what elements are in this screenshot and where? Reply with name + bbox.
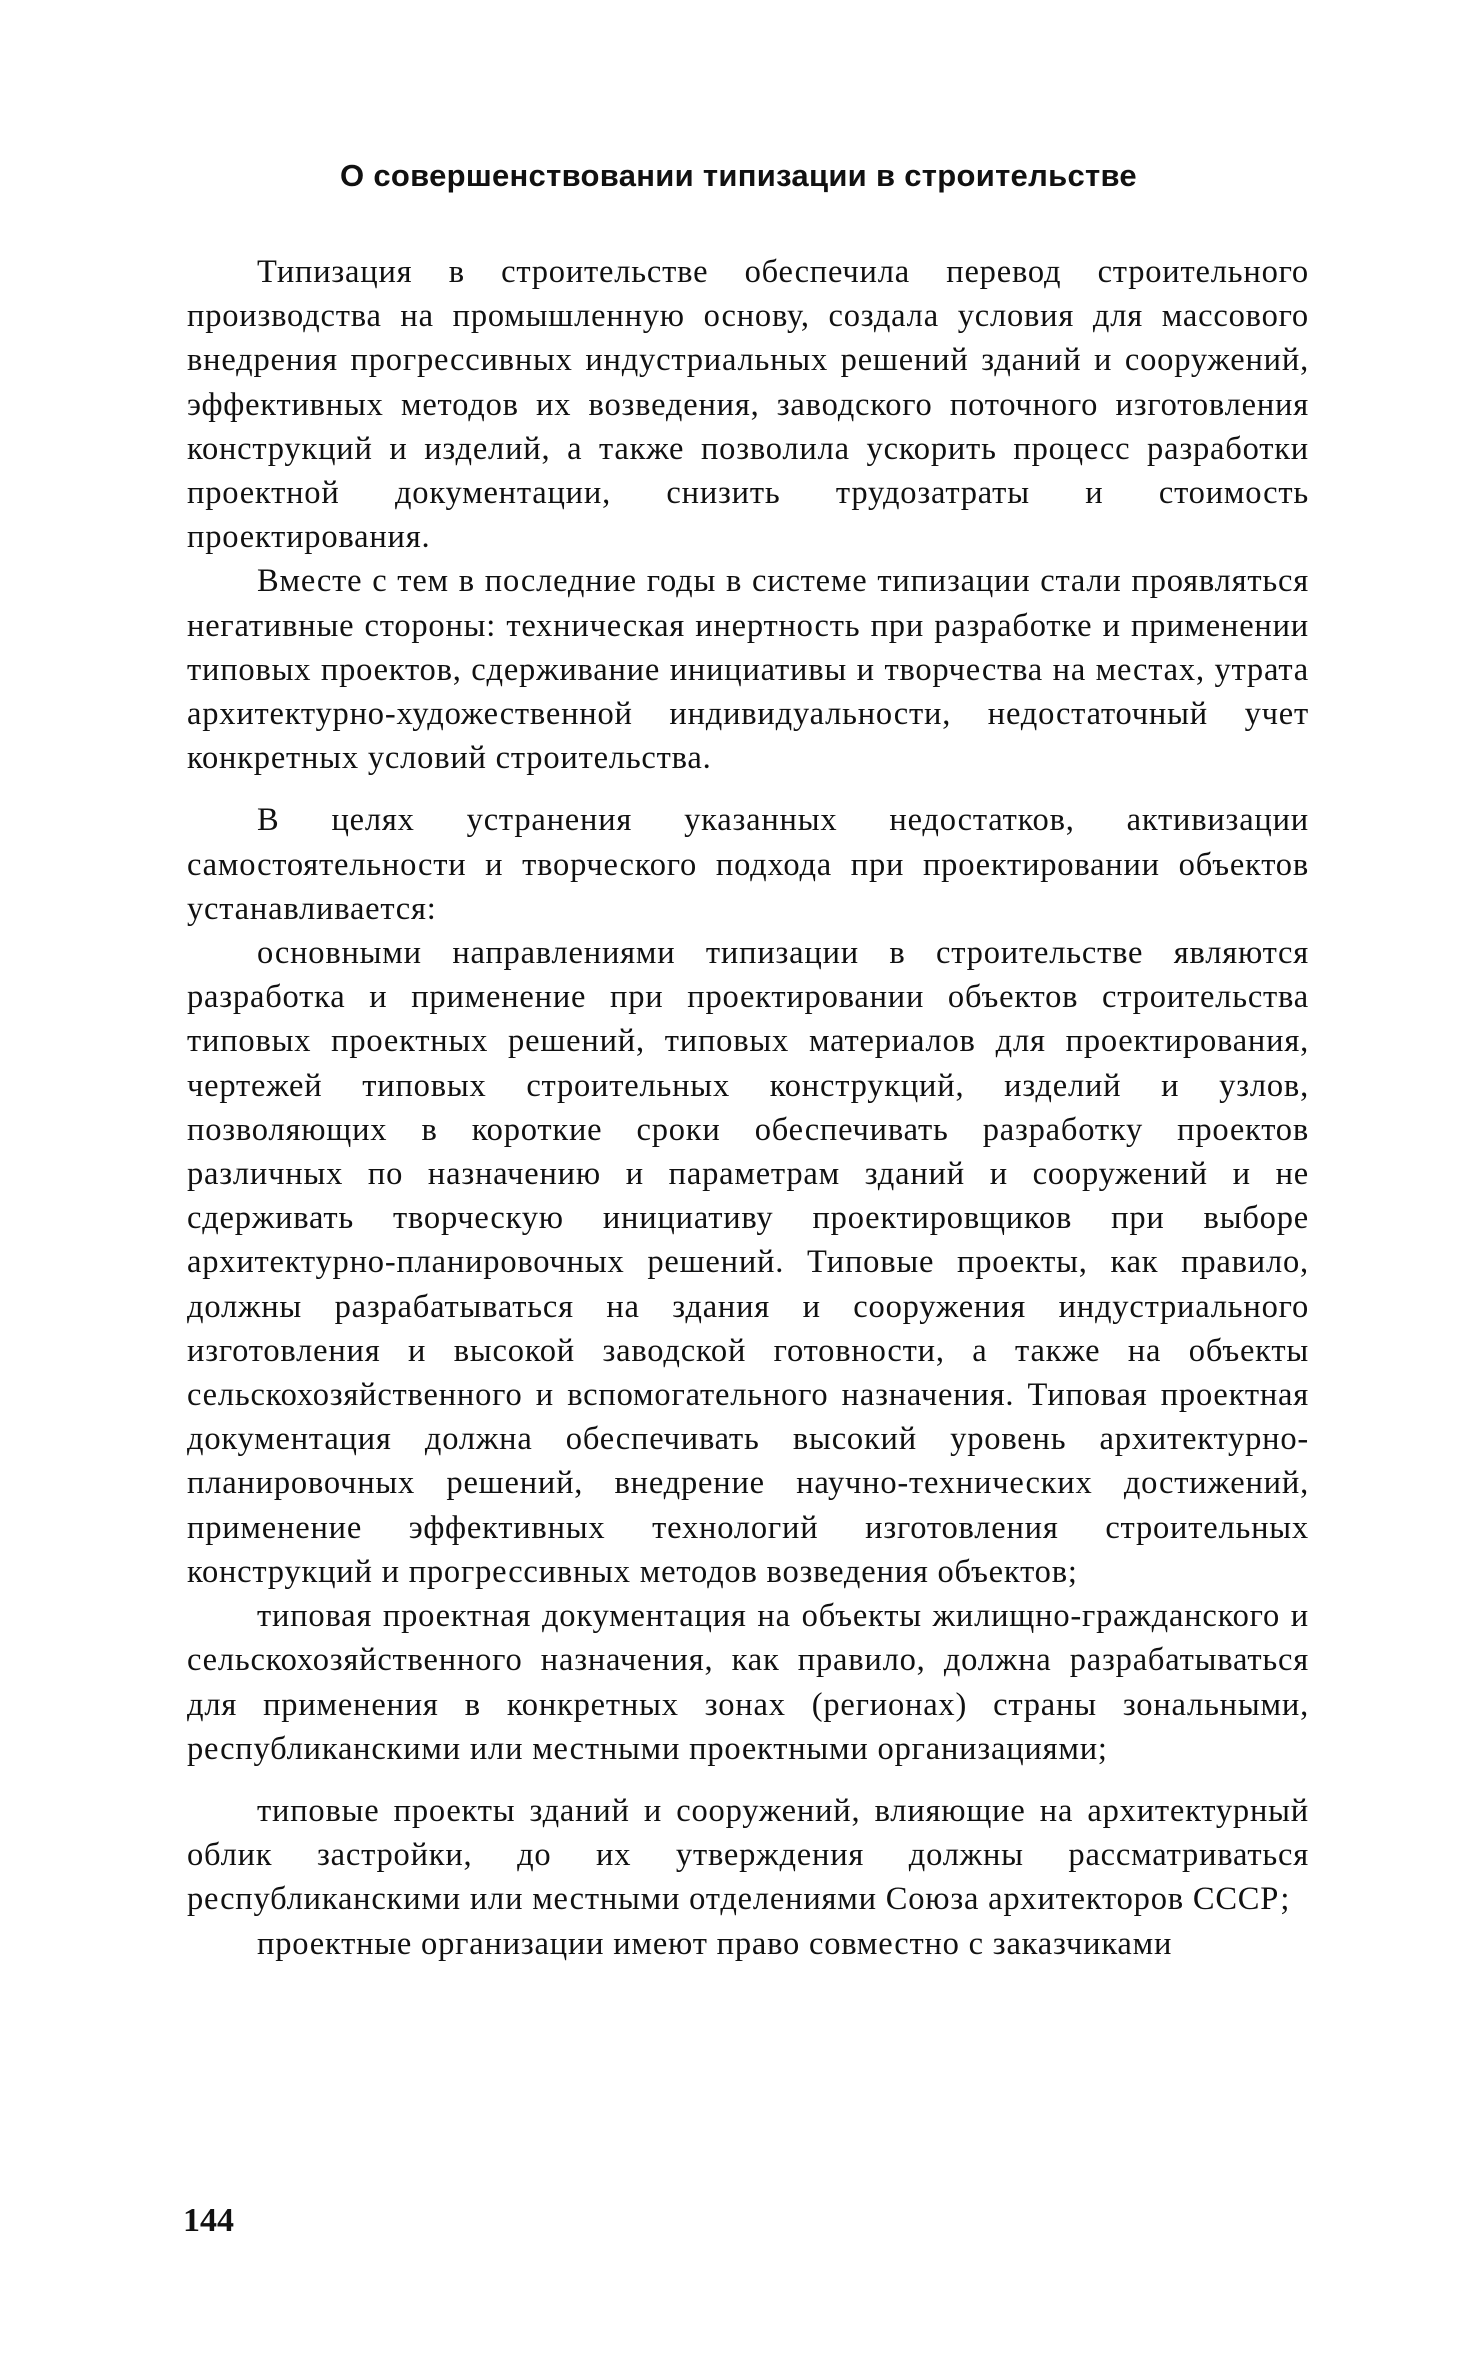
list-item: типовые проекты зданий и сооружений, влияющие на архитектурный облик застройки, до их утверждения должны рассматриваться республиканскими или местными отделениями Союза архитекторов СССР; bbox=[187, 1792, 1309, 1918]
paragraph: Типизация в строительстве обеспечила перевод строительного производства на промышленную основу, создала условия для массового внедрения прогрессивных индустриальных решений зданий и сооружений, эффективных методов их возведения, заводского поточного изготовления конструкций и изделий, а также позволила ускорить процесс разработки проектной документации, снизить трудозатраты и стоимость проектирования. bbox=[187, 254, 1309, 556]
list-item: основными направлениями типизации в строительстве являются разработка и применение при проектировании объектов строительства типовых проектных решений, типовых материалов для проектирования, чертежей типовых строительных конструкций, изделий и узлов, позволяющих в короткие сроки обеспечивать разработку проектов различных по назначению и параметрам зданий и сооружений и не сдерживать творческую инициативу проектировщиков при выборе архитектурно-планировочных решений. Типовые проекты, как правило, должны разрабатываться на здания и сооружения индустриального изготовления и высокой заводской готовности, а также на объекты сельскохозяйственного и вспомогательного назначения. Типовая проектная документация должна обеспечивать высокий уровень архитектурно-планировочных решений, внедрение научно-технических достижений, применение эффективных технологий изготовления строительных конструкций и прогрессивных методов возведения объектов; bbox=[187, 935, 1309, 1590]
list-item: проектные организации имеют право совместно с заказчиками bbox=[257, 1925, 1173, 1962]
page-number: 144 bbox=[183, 2202, 234, 2239]
body-text bbox=[187, 250, 1309, 1966]
paragraph: Вместе с тем в последние годы в системе типизации стали проявляться негативные стороны: техническая инертность при разработке и применении типовых проектов, сдерживание инициативы и творчества на местах, утрата архитектурно-художественной индивидуальности, недостаточный учет конкретных условий строительства. bbox=[187, 563, 1309, 777]
page-title: О совершенствовании типизации в строительстве bbox=[340, 158, 1137, 193]
paragraph: В целях устранения указанных недостатков, активизации самостоятельности и творческого подхода при проектировании объектов устанавливается: bbox=[187, 802, 1309, 927]
list-item: типовая проектная документация на объекты жилищно-гражданского и сельскохозяйственного назначения, как правило, должна разрабатываться для применения в конкретных зонах (регионах) страны зональными, республиканскими или местными проектными организациями; bbox=[187, 1598, 1309, 1767]
